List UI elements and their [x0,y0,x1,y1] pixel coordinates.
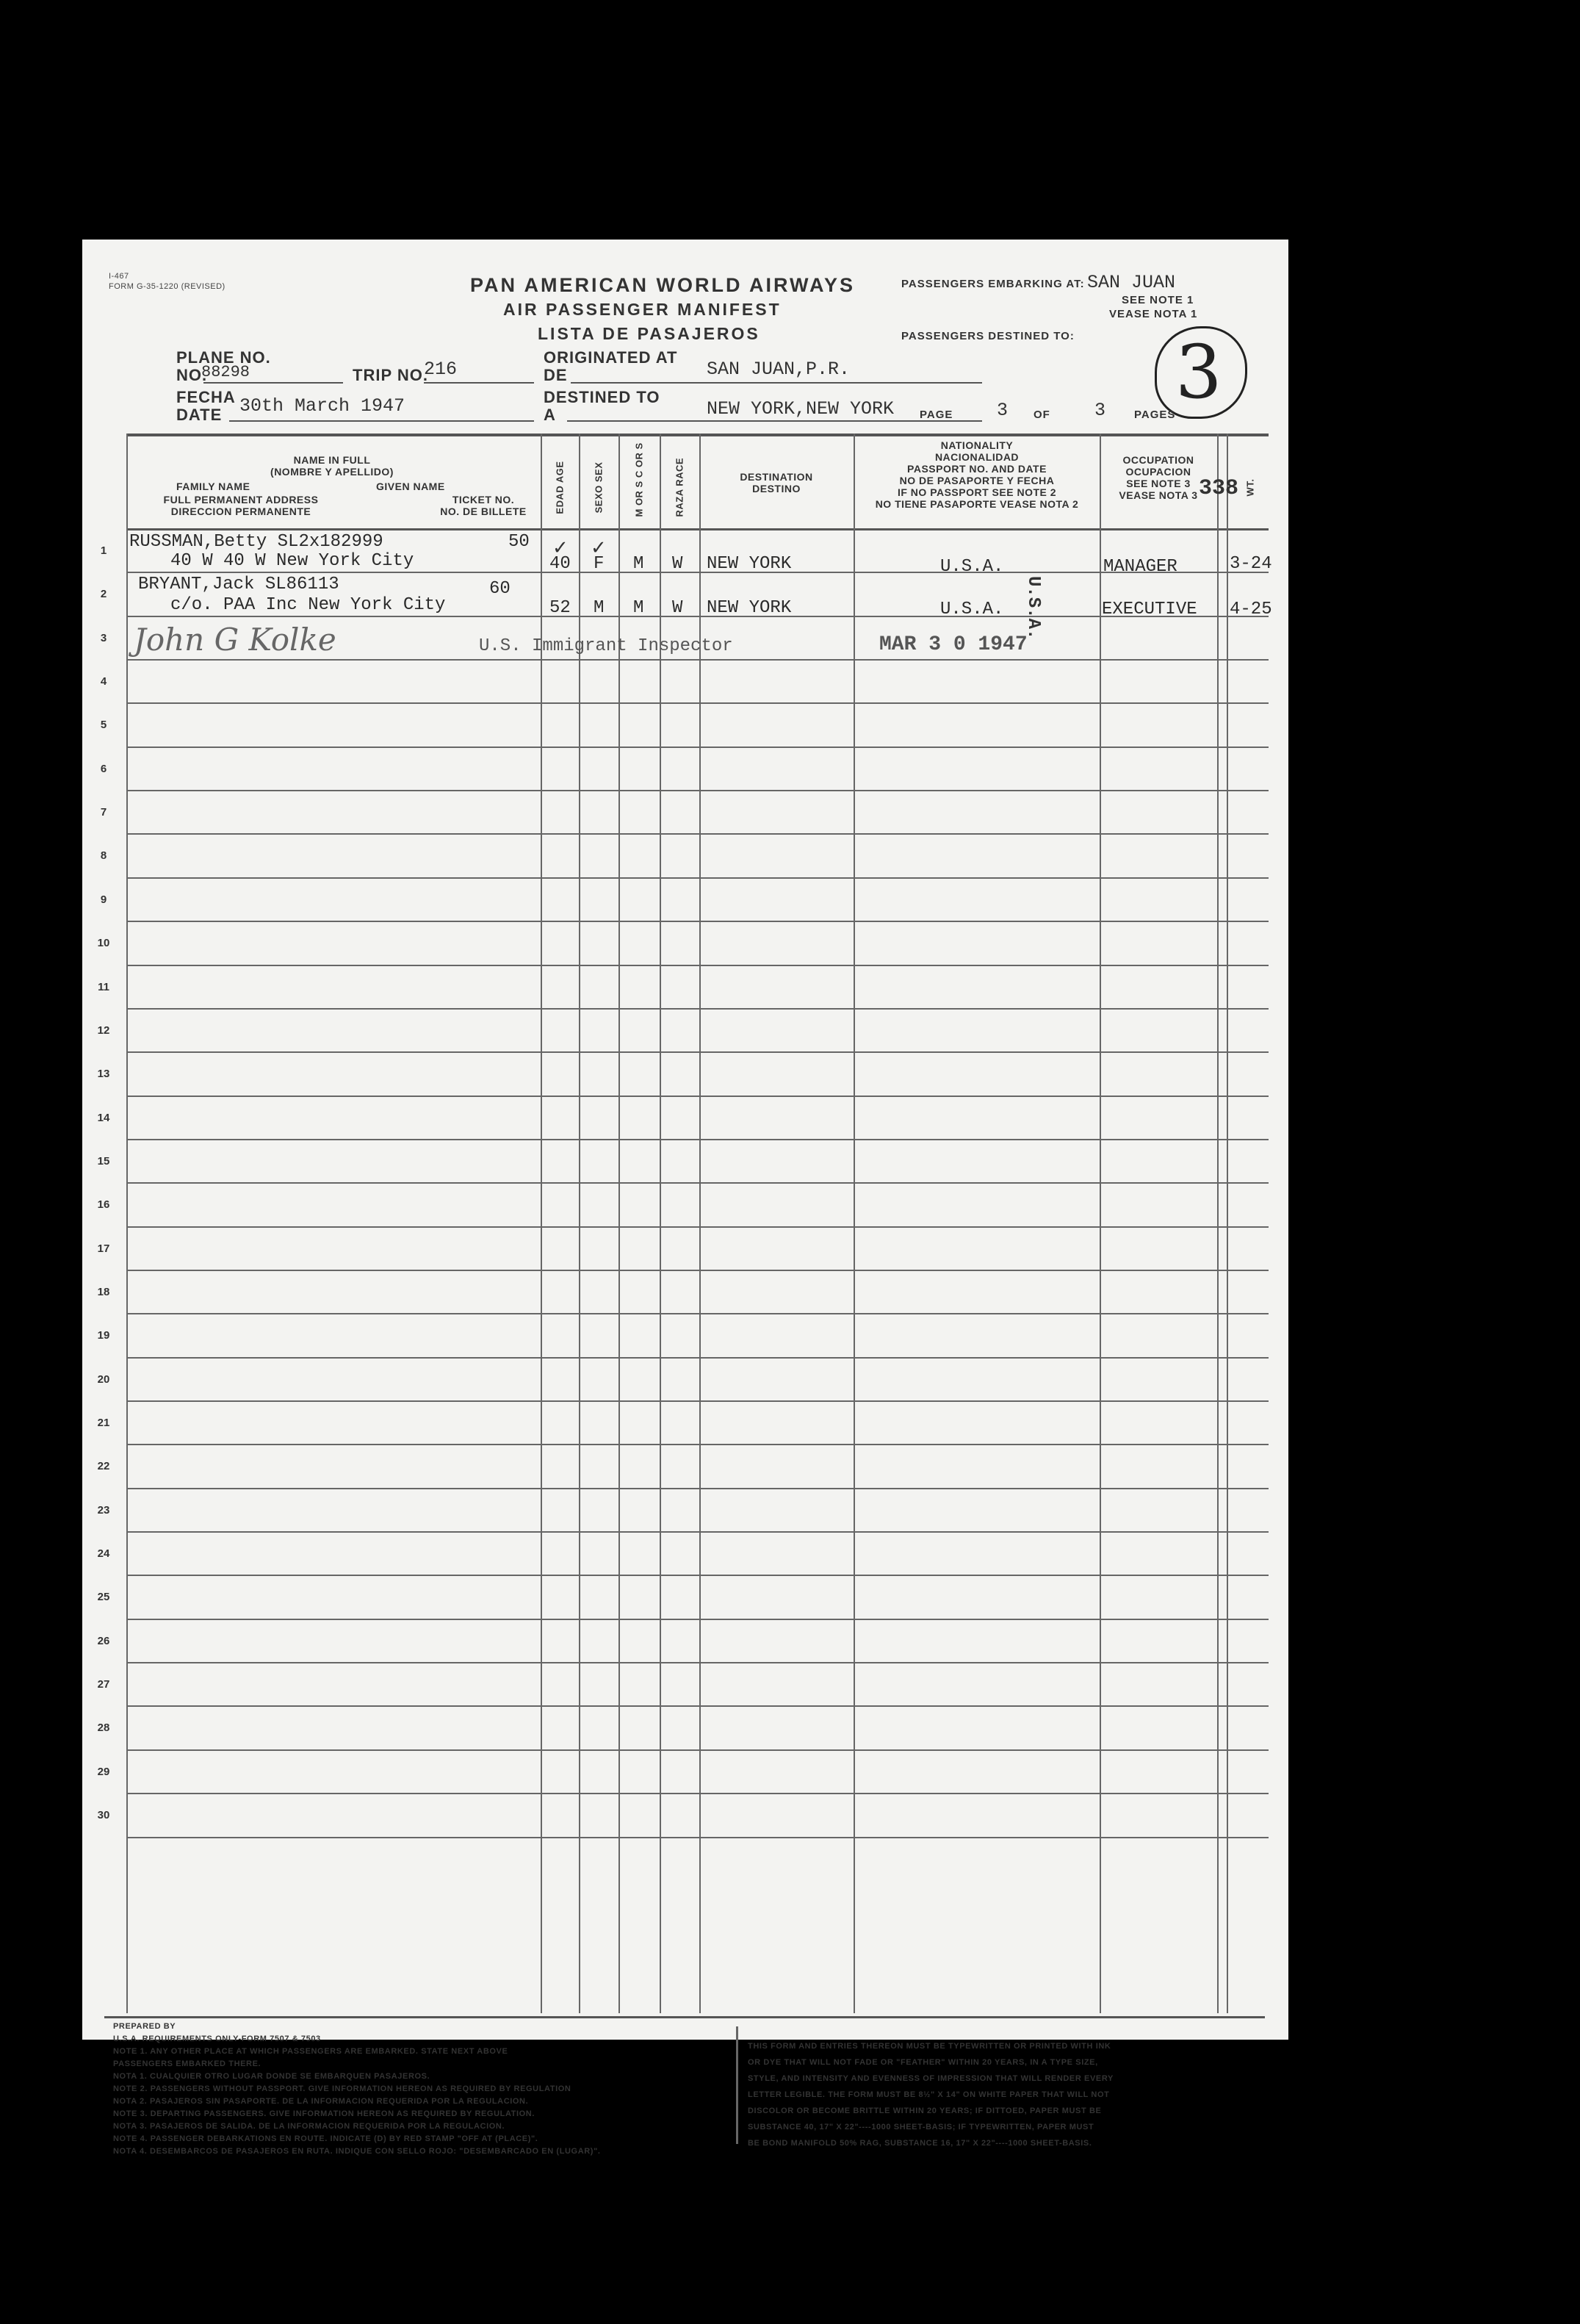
table-header-rule [126,528,1269,530]
row-line [126,1096,1269,1097]
row-number: 19 [97,1329,110,1342]
page-mark: 3 [1175,329,1222,415]
row-number: 13 [97,1068,110,1081]
trip-label: TRIP NO. [353,366,428,384]
row-number: 30 [97,1809,110,1822]
sex-header: SEXO SEX [593,461,605,514]
name-column-header: NAME IN FULL (NOMBRE Y APELLIDO) [270,454,394,478]
row-line [126,1619,1269,1620]
row-line [126,1793,1269,1794]
destined-to-label: DESTINED TO [544,388,660,406]
row2-occupation: EXECUTIVE [1102,600,1197,619]
row-line [126,790,1269,791]
row-line [126,1837,1269,1838]
destined-to-value: NEW YORK,NEW YORK [707,398,895,420]
date-label: DATE [176,406,223,424]
trip-underline [424,382,534,384]
weight-header: WT. [1244,478,1256,497]
row-line [126,1270,1269,1271]
of-value: 3 [1094,400,1106,421]
row-line [126,702,1269,704]
row2-address: c/o. PAA Inc New York City [170,595,446,615]
row-number: 23 [97,1503,110,1517]
row-number: 15 [97,1154,110,1168]
stamp-number: 338 [1199,476,1239,501]
row-line [126,659,1269,661]
row-number: 8 [100,849,107,863]
vease-nota-1: VEASE NOTA 1 [1109,308,1198,320]
row-number: 1 [100,544,107,557]
row-number: 11 [98,980,109,993]
row2-race: W [672,598,683,618]
row-number: 25 [97,1591,110,1604]
ticket-header: TICKET NO. NO. DE BILLETE [440,494,527,517]
row-number: 16 [97,1198,110,1212]
row-line [126,1749,1269,1751]
row-number: 9 [100,893,107,906]
row-line [126,1400,1269,1402]
row1-wt: 3-24 [1230,554,1272,574]
row-line [126,1139,1269,1140]
footer-rule [104,2016,1265,2018]
destined-to-a: A [544,406,556,424]
inspector-signature: John G Kolke [134,622,336,658]
row-number: 3 [100,631,107,644]
destined-label: PASSENGERS DESTINED TO: [901,330,1075,342]
footer-notes-left: PREPARED BY U.S.A. REQUIREMENTS ONLY-FORM 7507 & 7503 NOTE 1. ANY OTHER PLACE AT WHICH PASSENGERS ARE EMBARKED. STATE NEXT ABOVE PASSENGERS EMBARKED THERE. NOTA 1. CUALQUIER OTRO LUGAR DONDE SE EMBARQUEN PASAJEROS. NOTE 2. PASSENGERS WITHOUT PASSPORT. GIVE INFORMATION HEREON AS REQUIRED BY REGULATION NOTA 2. PASAJEROS SIN PASAPORTE. DE LA INFORMACION REQUERIDA POR LA REGULACION. NOTE 3. DEPARTING PASSENGERS. GIVE INFORMATION HEREON AS REQUIRED BY REGULATION. NOTA 3. PASAJEROS DE SALIDA. DE LA INFORMACION REQUERIDA POR LA REGULACION. NOTE 4. PASSENGER DEBARKATIONS EN ROUTE. INDICATE (D) BY RED STAMP "OFF AT (PLACE)". NOTA 4. DESEMBARCOS DE PASAJEROS EN RUTA. INDIQUE CON SELLO ROJO: "DESEMBARCADO EN (LUGAR)". [113,2022,601,2156]
table-top-rule [126,433,1269,436]
row2-nationality: U.S.A. [940,600,1004,619]
row-number: 18 [97,1285,110,1298]
row-number: 21 [97,1417,110,1429]
row-line [126,1357,1269,1359]
originated-label: ORIGINATED AT [544,348,678,367]
row-line [126,1313,1269,1314]
row-number: 22 [97,1460,110,1473]
footer-divider [736,2026,738,2144]
row-line [126,921,1269,922]
row-line [126,1444,1269,1445]
plane-label: PLANE NO. [176,348,271,367]
row-line [126,965,1269,966]
row1-name: RUSSMAN,Betty SL2x182999 [129,532,383,552]
row-line [126,1182,1269,1184]
row2-sex: M [594,598,605,618]
row2-age: 52 [549,598,571,618]
row-line [126,877,1269,879]
row1-race: W [672,554,683,574]
row-line [126,1008,1269,1010]
plane-label-no: NO. [176,366,208,384]
family-name-header: FAMILY NAME [176,481,250,492]
inspection-date-stamp: MAR 3 0 1947 [879,633,1028,656]
age-check-mark: ✓ [552,537,569,559]
row-number: 5 [100,719,107,732]
row2-wt: 4-25 [1230,600,1272,619]
manifest-title: AIR PASSENGER MANIFEST [503,300,782,319]
airline-title: PAN AMERICAN WORLD AIRWAYS [470,274,856,296]
row2-destination: NEW YORK [707,598,792,618]
page-label: PAGE [920,409,953,421]
row-line [126,1662,1269,1663]
row-line [126,1051,1269,1053]
row-number: 28 [97,1722,110,1735]
age-header: EDAD AGE [554,461,566,514]
plane-underline [203,382,343,384]
embarking-value: SAN JUAN [1087,272,1176,293]
date-underline [229,420,534,422]
row-line [126,1705,1269,1707]
row-line [126,616,1269,617]
row-number: 27 [97,1678,110,1691]
row-number: 6 [100,762,107,775]
row1-age: 40 [549,554,571,574]
vertical-admit-stamp: U.S.A. [1023,576,1043,640]
row2-name: BRYANT,Jack SL86113 [138,575,339,594]
row-line [126,1575,1269,1576]
row-number: 17 [97,1242,110,1255]
race-header: RAZA RACE [674,457,685,517]
inspector-title: U.S. Immigrant Inspector [479,636,733,656]
row1-address: 40 W 40 W New York City [170,551,414,571]
row-number: 10 [97,937,110,950]
footer-notes-right: THIS FORM AND ENTRIES THEREON MUST BE TYPEWRITTEN OR PRINTED WITH INK OR DYE THAT WILL NOT FADE OR "FEATHER" WITHIN 20 YEARS, IN A TYPE SIZE, STYLE, AND INTENSITY AND EVENNESS OF IMPRESSION THAT WILL RENDER EVERY LETTER LEGIBLE. THE FORM MUST BE 8½" X 14" ON WHITE PAPER THAT WILL NOT DISCOLOR OR BECOME BRITTLE WITHIN 20 YEARS; IF DITTOED, PAPER MUST BE SUBSTANCE 40, 17" X 22"----1000 SHEET-BASIS; IF TYPEWRITTEN, PAPER MUST BE BOND MANIFOLD 50% RAG, SUBSTANCE 16, 17" X 22"----1000 SHEET-BASIS. [748,2042,1114,2148]
of-label: OF [1034,409,1050,421]
trip-value: 216 [424,359,458,380]
address-header: FULL PERMANENT ADDRESS DIRECCION PERMANENTE [163,494,319,517]
sex-check-mark: ✓ [591,537,607,559]
row-line [126,1531,1269,1533]
given-name-header: GIVEN NAME [376,481,445,492]
form-number: I-467 [109,272,129,281]
nationality-header: NATIONALITY NACIONALIDAD PASSPORT NO. AND DATE NO DE PASAPORTE Y FECHA IF NO PASSPORT SEE NOTE 2 NO TIENE PASAPORTE VEASE NOTA 2 [875,439,1079,510]
occupation-header: OCCUPATION OCUPACION SEE NOTE 3 VEASE NOTA 3 [1119,454,1198,501]
row1-sex: F [594,554,605,574]
prepared-by: PREPARED BY [113,2022,176,2031]
page-value: 3 [997,400,1009,421]
row1-occupation: MANAGER [1103,557,1177,577]
row-line [126,833,1269,835]
row-number: 2 [100,588,107,601]
embarking-label: PASSENGERS EMBARKING AT: [901,278,1085,290]
marital-header: M OR S C OR S [633,442,645,517]
row-number: 20 [97,1373,110,1386]
pages-label: PAGES [1134,409,1176,421]
row-line [126,572,1269,573]
row-number: 24 [97,1547,110,1561]
row-number: 12 [97,1024,110,1037]
originated-de: DE [544,366,568,384]
row-number: 4 [100,675,107,688]
row-line [126,1226,1269,1228]
row1-ticket: 50 [508,532,530,552]
destination-header: DESTINATION DESTINO [740,471,813,494]
fecha-label: FECHA [176,388,236,406]
row-number: 14 [97,1111,110,1124]
row-number: 29 [97,1765,110,1778]
row-number: 26 [97,1634,110,1647]
row2-ticket: 60 [489,579,511,599]
form-revision: FORM G-35-1220 (REVISED) [109,282,226,291]
spanish-title: LISTA DE PASAJEROS [538,324,760,343]
see-note-1: SEE NOTE 1 [1122,294,1194,306]
row-line [126,747,1269,748]
row-line [126,1488,1269,1489]
date-value: 30th March 1947 [239,395,405,417]
plane-value: 88298 [201,363,250,381]
row-number: 7 [100,806,107,819]
row1-destination: NEW YORK [707,554,792,574]
manifest-page [82,240,1288,2156]
row2-marital: M [633,598,644,618]
row1-marital: M [633,554,644,574]
row1-nationality: U.S.A. [940,557,1004,577]
originated-underline [571,382,982,384]
originated-value: SAN JUAN,P.R. [707,359,851,380]
